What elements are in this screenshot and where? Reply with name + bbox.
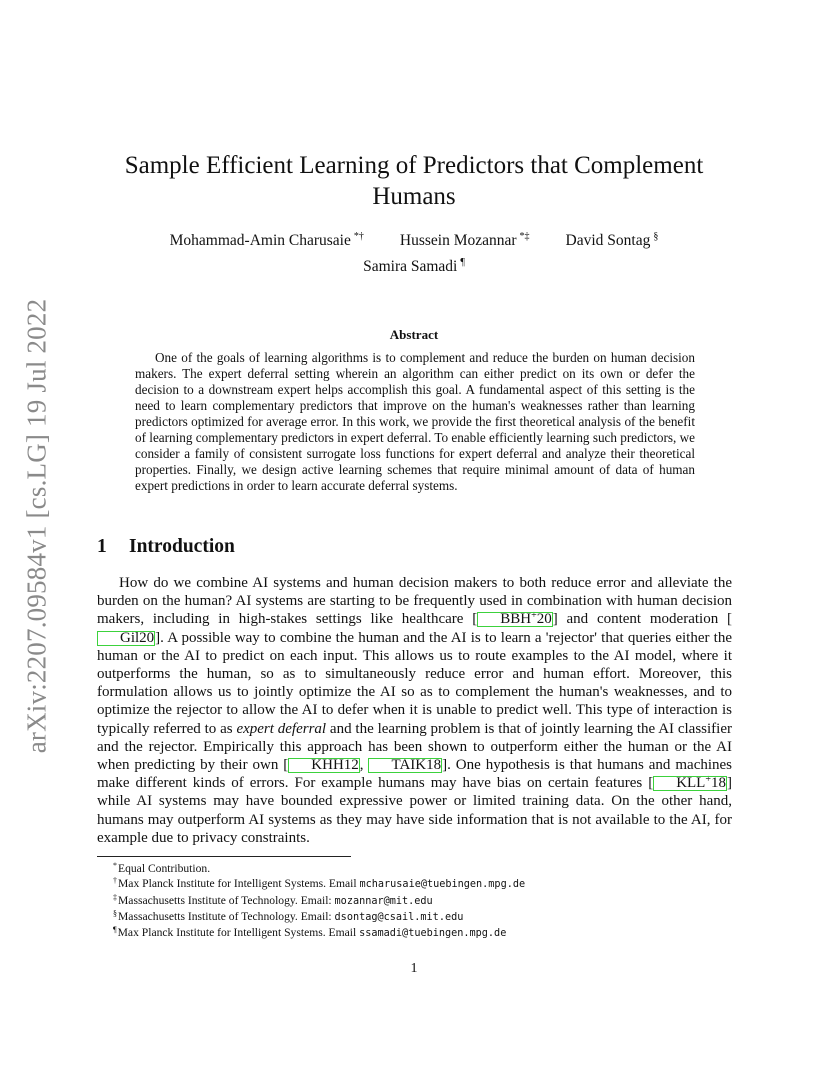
author-3 [566, 228, 659, 254]
footnote: ¶Max Planck Institute for Intelligent Systems. Email ssamadi@tuebingen.mpg.de [113, 925, 507, 940]
footnote: †Max Planck Institute for Intelligent Systems. Email mcharusaie@tuebingen.mpg.de [113, 876, 526, 891]
footnotes [113, 861, 525, 941]
introduction-paragraph: How do we combine AI systems and human decision makers to both reduce error and alleviate the burden on the human? AI systems are starting to be frequently used in combination with human decision makers, including in high-stakes settings like healthcare [ BBH+20] and content moderation [Gil20]. A possible way to combine the human and the AI is to learn a 'rejector' that queries either the human or the AI to predict on each input. This allows us to route examples to the AI model, where it outperforms the human, so as to simultaneously reduce error and human effort. Moreover, this formulation allows us to jointly optimize the AI so as to complement the human's weaknesses, and to optimize the rejector to allow the AI to defer when it is unable to predict well. This type of interaction is typically referred to as expert deferral and the learning problem is that of jointly learning the AI classifier and the rejector. Empirically this approach has been shown to outperform either the human or the AI when predicting by their own [ KHH12, TAIK18]. One hypothesis is that humans and machines make different kinds of errors. For example humans may have bias on certain features [ KLL+18] while AI systems may have bounded expressive power or limited training data. On the other hand, humans may outperform AI systems as they may have side information that is not available to the AI, for example due to privacy constraints. [97, 575, 733, 846]
citation-link[interactable]: TAIK18 [368, 758, 442, 773]
page-number: 1 [410, 961, 418, 976]
footnote: *Equal Contribution. [113, 861, 211, 875]
author-name: Mohammad-Amin Charusaie [169, 232, 351, 249]
intro-text: . One hypothesis is that humans and machines make different kinds of errors. For example humans may have bias on certain features [97, 757, 733, 792]
author-1 [170, 228, 364, 254]
abstract-text: One of the goals of learning algorithms is to complement and reduce the burden on human decision makers. The expert deferral setting wherein an algorithm can either predict on its own or defer the decision to a downstream expert helps accomplish this goal. A fundamental aspect of this setting is the need to learn complementary predictors that improve on the human's weaknesses rather than learning predictors optimized for average error. In this work, we provide the first theoretical analysis of the benefit of learning complementary predictors in expert deferral. To enable efficiently learning such predictors, we consider a family of consistent surrogate loss functions for expert deferral and analyze their theoretical properties. Finally, we design active learning schemes that require minimal amount of data of human expert predictions in order to learn accurate deferral systems. [135, 350, 695, 493]
arxiv-identifier-stamp [20, 295, 54, 757]
email-address[interactable]: mozannar@mit.edu [334, 895, 433, 907]
intro-text: . A possible way to combine the human and the AI is to learn a 'rejector' that queries either the human or the AI to predict on each input. This allows us to route examples to the AI model, where it outperforms the human, so as to simultaneously reduce error and human effort. Moreover, this formulation allows us to jointly optimize the AI so as to complement the human's weaknesses, and to optimize the rejector to allow the AI to defer when it is unable to predict well. This type of interaction is typically referred to as [97, 629, 732, 737]
arxiv-identifier-text: arXiv:2207.09584v1 [cs.LG] 19 Jul 2022 [21, 298, 52, 754]
intro-text: while AI systems may have bounded expressive power or limited training data. On the other hand, humans may outperform AI systems as they may have side information that is not available to the AI, for example due to privacy constraints. [97, 793, 732, 846]
citation-link[interactable]: Gil20 [97, 631, 155, 646]
author-affiliation-mark: *‡ [519, 231, 530, 242]
author-4 [363, 258, 465, 275]
footnote: ‡Massachusetts Institute of Technology. Email: mozannar@mit.edu [113, 892, 433, 907]
footnote-divider [97, 856, 351, 857]
footnote: §Massachusetts Institute of Technology. Email: dsontag@csail.mit.edu [113, 908, 464, 923]
intro-text: and the learning problem is that of jointly learning the AI classifier and the rejector. Empirically this approach has been shown to outperform either the human or the AI when predicting by their own [97, 720, 732, 774]
author-name: Hussein Mozannar [399, 232, 517, 249]
citation-link[interactable]: KLL+18 [653, 776, 727, 791]
section-title: Introduction [129, 536, 235, 557]
email-address[interactable]: mcharusaie@tuebingen.mpg.de [359, 879, 526, 891]
citation-link[interactable]: KHH12 [288, 758, 360, 773]
author-name: David Sontag [565, 232, 651, 249]
intro-text: How do we combine AI systems and human decision makers to both reduce error and alleviate the burden on the human? AI systems are starting to be frequently used in combination with human decision makers, including in high-stakes settings like healthcare [97, 575, 732, 628]
author-name: Samira Samadi [363, 258, 458, 275]
email-address[interactable]: ssamadi@tuebingen.mpg.de [359, 928, 507, 940]
abstract-heading: Abstract [389, 327, 439, 342]
section-heading [97, 536, 235, 558]
author-list [80, 228, 748, 280]
emphasis-term: expert deferral [236, 720, 327, 737]
email-address[interactable]: dsontag@csail.mit.edu [334, 911, 464, 923]
author-2 [400, 228, 530, 254]
section-number: 1 [97, 536, 107, 557]
intro-text: and content moderation [557, 611, 727, 628]
author-affiliation-mark: ¶ [460, 257, 465, 268]
citation-link[interactable]: BBH+20 [477, 612, 552, 627]
author-affiliation-mark: § [653, 231, 659, 242]
paper-title: Sample Efficient Learning of Predictors that Complement Humans [124, 152, 704, 210]
author-affiliation-mark: *† [353, 231, 364, 242]
